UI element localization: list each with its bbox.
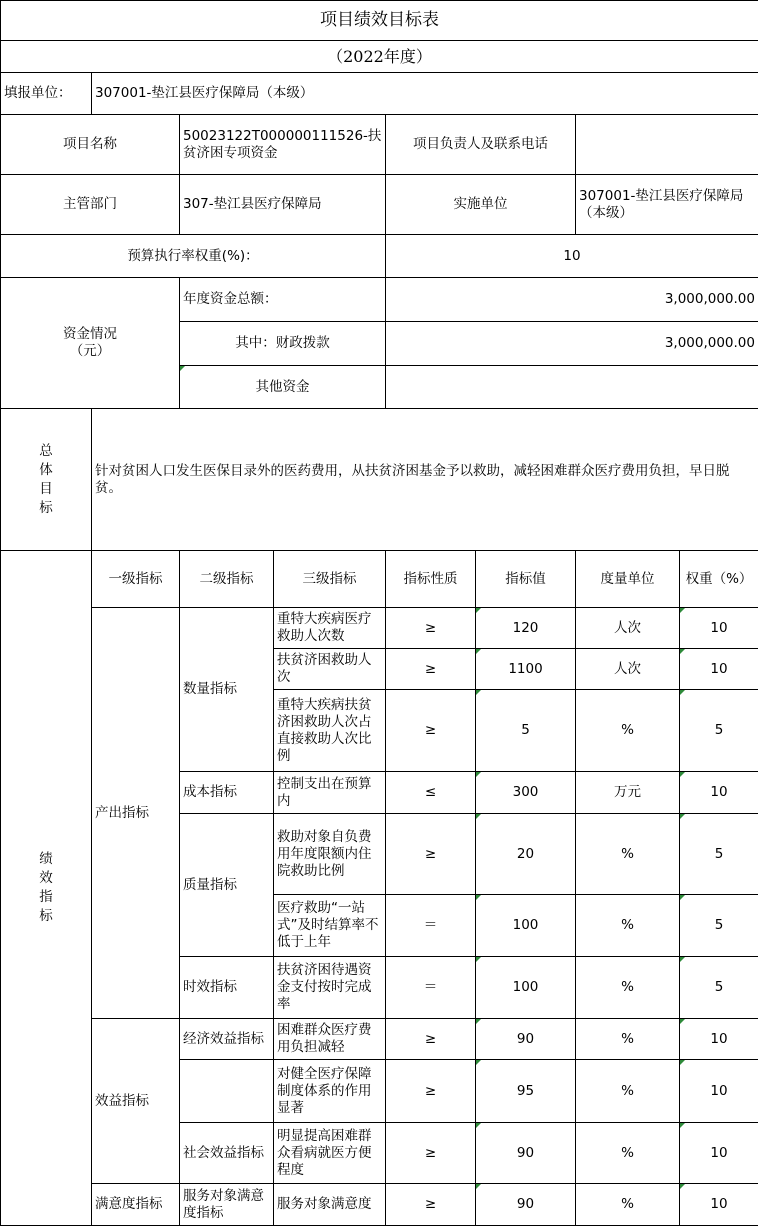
fiscal-appropriation-label: 其中：财政拨款 bbox=[180, 322, 386, 366]
indicator-unit: 万元 bbox=[576, 772, 680, 814]
level2-quality: 质量指标 bbox=[180, 814, 274, 957]
funds-label: 资金情况（元） bbox=[1, 278, 180, 409]
header-nature: 指标性质 bbox=[386, 551, 476, 608]
reporting-unit-value: 307001-垫江县医疗保障局（本级） bbox=[92, 73, 758, 115]
overall-goal-text: 针对贫困人口发生医保目录外的医药费用，从扶贫济困基金予以救助，减轻困难群众医疗费用负担，早日脱贫。 bbox=[92, 409, 758, 551]
performance-indicators-label: 绩效指标 bbox=[1, 551, 92, 1226]
indicator-value: 100 bbox=[476, 895, 576, 957]
indicator-weight: 10 bbox=[680, 649, 758, 690]
header-level1: 一级指标 bbox=[92, 551, 180, 608]
indicator-weight: 10 bbox=[680, 1019, 758, 1060]
header-unit: 度量单位 bbox=[576, 551, 680, 608]
indicator-value: 1100 bbox=[476, 649, 576, 690]
level2-economic: 经济效益指标 bbox=[180, 1019, 274, 1060]
indicator-name: 医疗救助“一站式”及时结算率不低于上年 bbox=[274, 895, 386, 957]
implementing-unit-label: 实施单位 bbox=[386, 175, 576, 235]
indicator-value: 120 bbox=[476, 608, 576, 649]
budget-weight-value: 10 bbox=[386, 235, 758, 278]
indicator-value: 90 bbox=[476, 1184, 576, 1226]
indicator-name: 扶贫济困待遇资金支付按时完成率 bbox=[274, 957, 386, 1019]
contact-label: 项目负责人及联系电话 bbox=[386, 115, 576, 175]
indicator-value: 100 bbox=[476, 957, 576, 1019]
indicator-value: 90 bbox=[476, 1123, 576, 1184]
fiscal-year: （2022年度） bbox=[1, 41, 758, 73]
indicator-value: 95 bbox=[476, 1060, 576, 1123]
indicator-unit: % bbox=[576, 957, 680, 1019]
indicator-value: 90 bbox=[476, 1019, 576, 1060]
indicator-unit: 人次 bbox=[576, 649, 680, 690]
indicator-unit: % bbox=[576, 814, 680, 895]
header-value: 指标值 bbox=[476, 551, 576, 608]
fiscal-appropriation-value: 3,000,000.00 bbox=[386, 322, 758, 366]
indicator-nature: ≥ bbox=[386, 1184, 476, 1226]
contact-value bbox=[576, 115, 758, 175]
department-value: 307-垫江县医疗保障局 bbox=[180, 175, 386, 235]
indicator-unit: % bbox=[576, 1184, 680, 1226]
indicator-nature: ≥ bbox=[386, 608, 476, 649]
indicator-weight: 10 bbox=[680, 1060, 758, 1123]
indicator-weight: 10 bbox=[680, 608, 758, 649]
indicator-weight: 10 bbox=[680, 1184, 758, 1226]
indicator-nature: ≥ bbox=[386, 649, 476, 690]
indicator-nature: ≤ bbox=[386, 772, 476, 814]
header-level2: 二级指标 bbox=[180, 551, 274, 608]
level1-benefit: 效益指标 bbox=[92, 1019, 180, 1184]
indicator-name: 救助对象自负费用年度限额内住院救助比例 bbox=[274, 814, 386, 895]
indicator-weight: 5 bbox=[680, 895, 758, 957]
indicator-unit: 人次 bbox=[576, 608, 680, 649]
indicator-name: 服务对象满意度 bbox=[274, 1184, 386, 1226]
indicator-unit: % bbox=[576, 1060, 680, 1123]
other-funds-label: 其他资金 bbox=[180, 366, 386, 409]
other-funds-value bbox=[386, 366, 758, 409]
indicator-unit: % bbox=[576, 690, 680, 772]
indicator-unit: % bbox=[576, 1019, 680, 1060]
indicator-name: 明显提高困难群众看病就医方便程度 bbox=[274, 1123, 386, 1184]
annual-total-label: 年度资金总额： bbox=[180, 278, 386, 322]
indicator-weight: 10 bbox=[680, 1123, 758, 1184]
indicator-nature: ≥ bbox=[386, 690, 476, 772]
budget-weight-label: 预算执行率权重(%)： bbox=[1, 235, 386, 278]
project-name-value: 50023122T000000111526-扶贫济困专项资金 bbox=[180, 115, 386, 175]
table-row bbox=[1, 1184, 758, 1226]
indicator-weight: 10 bbox=[680, 772, 758, 814]
annual-total-value: 3,000,000.00 bbox=[386, 278, 758, 322]
indicator-name: 扶贫济困救助人次 bbox=[274, 649, 386, 690]
indicator-nature: ≥ bbox=[386, 814, 476, 895]
table-row bbox=[1, 608, 758, 649]
header-weight: 权重（%） bbox=[680, 551, 758, 608]
indicator-unit: % bbox=[576, 1123, 680, 1184]
indicator-nature: ≥ bbox=[386, 1060, 476, 1123]
level2-quantity: 数量指标 bbox=[180, 608, 274, 772]
indicator-name: 困难群众医疗费用负担减轻 bbox=[274, 1019, 386, 1060]
indicator-weight: 5 bbox=[680, 957, 758, 1019]
indicator-weight: 5 bbox=[680, 690, 758, 772]
indicator-nature: ≥ bbox=[386, 1123, 476, 1184]
table-row bbox=[1, 1019, 758, 1060]
level2-timeliness: 时效指标 bbox=[180, 957, 274, 1019]
project-name-label: 项目名称 bbox=[1, 115, 180, 175]
header-level3: 三级指标 bbox=[274, 551, 386, 608]
level2-service: 服务对象满意度指标 bbox=[180, 1184, 274, 1226]
department-label: 主管部门 bbox=[1, 175, 180, 235]
indicator-weight: 5 bbox=[680, 814, 758, 895]
level2-social: 社会效益指标 bbox=[180, 1123, 274, 1184]
page-title: 项目绩效目标表 bbox=[1, 1, 758, 41]
level1-output: 产出指标 bbox=[92, 608, 180, 1019]
indicator-value: 20 bbox=[476, 814, 576, 895]
indicator-name: 重特大疾病医疗救助人次数 bbox=[274, 608, 386, 649]
indicator-value: 5 bbox=[476, 690, 576, 772]
reporting-unit-label: 填报单位： bbox=[1, 73, 92, 115]
indicator-unit: % bbox=[576, 895, 680, 957]
indicator-nature: ≥ bbox=[386, 1019, 476, 1060]
level2-blank bbox=[180, 1060, 274, 1123]
overall-goal-label: 总体目标 bbox=[1, 409, 92, 551]
indicator-nature: ＝ bbox=[386, 895, 476, 957]
indicator-value: 300 bbox=[476, 772, 576, 814]
indicator-nature: ＝ bbox=[386, 957, 476, 1019]
implementing-unit-value: 307001-垫江县医疗保障局（本级） bbox=[576, 175, 758, 235]
level2-cost: 成本指标 bbox=[180, 772, 274, 814]
level1-satisfaction: 满意度指标 bbox=[92, 1184, 180, 1226]
indicator-name: 控制支出在预算内 bbox=[274, 772, 386, 814]
indicator-name: 对健全医疗保障制度体系的作用显著 bbox=[274, 1060, 386, 1123]
indicator-name: 重特大疾病扶贫济困救助人次占直接救助人次比例 bbox=[274, 690, 386, 772]
